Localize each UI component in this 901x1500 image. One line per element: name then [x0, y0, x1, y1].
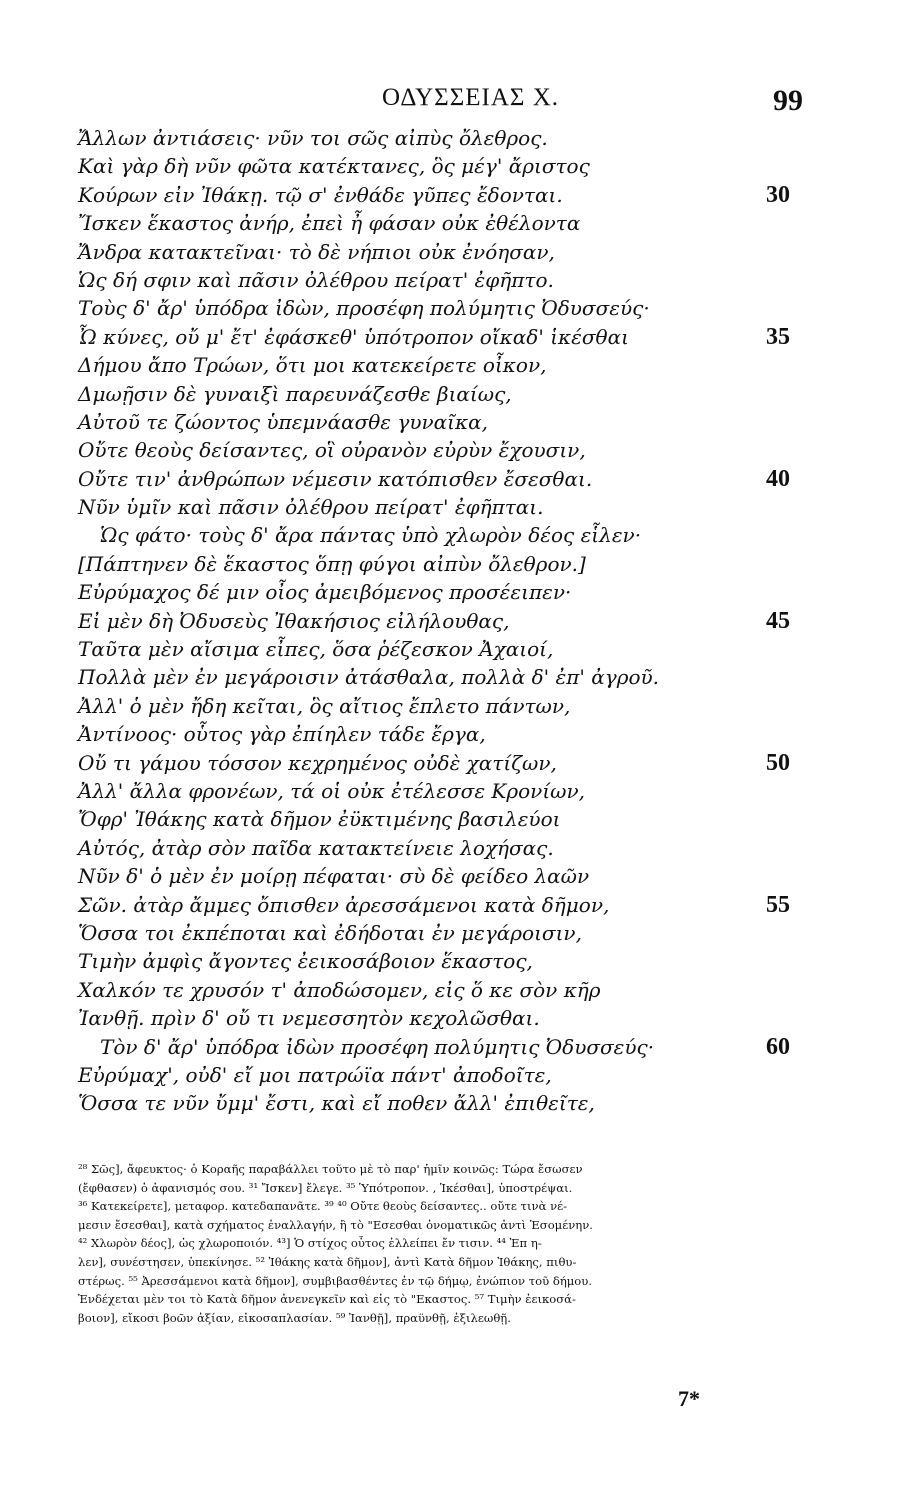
verse-block: [78, 124, 798, 1118]
verse-text: Ἀλλ' ἄλλα φρονέων, τά οἱ οὐκ ἐτέλεσσε Κρονίων,: [78, 778, 585, 803]
verse-line: [78, 465, 798, 493]
footnote-line: λεν], συνέστησεν, ὑπεκίνησε. ⁵² Ἰθάκης κατὰ δῆμον], ἀντὶ Κατὰ δῆμον Ἰθάκης, πιθυ-: [78, 1254, 577, 1269]
verse-line: [78, 663, 798, 691]
verse-line: [78, 777, 798, 805]
verse-line: [78, 152, 798, 180]
verse-line: [78, 436, 798, 464]
verse-line: [78, 238, 798, 266]
line-number: 30: [766, 181, 790, 208]
verse-line: [78, 1089, 798, 1117]
footnotes-block: [78, 1160, 798, 1327]
footnote-line: βοιον], εἴκοσι βοῶν ἀξίαν, εἰκοσαπλασίαν. ⁵⁹ Ἰανθῇ], πραϋνθῇ, ἐξιλεωθῇ.: [78, 1310, 511, 1325]
verse-text: Αὐτός, ἀτὰρ σὸν παῖδα κατακτείνειε λοχήσας.: [78, 835, 554, 860]
verse-text: Ἴσκεν ἕκαστος ἀνήρ, ἐπεὶ ἦ φάσαν οὐκ ἐθέλοντα: [78, 211, 581, 236]
verse-line: [78, 578, 798, 606]
verse-text: Ὡς δή σφιν καὶ πᾶσιν ὀλέθρου πείρατ' ἐφῆπτο.: [78, 267, 554, 292]
verse-text: Εἰ μὲν δὴ Ὀδυσεὺς Ἰθακήσιος εἰλήλουθας,: [78, 608, 510, 633]
verse-text: Πολλὰ μὲν ἐν μεγάροισιν ἀτάσθαλα, πολλὰ δ' ἐπ' ἀγροῦ.: [78, 665, 660, 690]
verse-text: Τὸν δ' ἄρ' ὑπόδρα ἰδὼν προσέφη πολύμητις Ὀδυσσεύς·: [100, 1034, 655, 1059]
footnote-line: στέρως. ⁵⁵ Ἀρεσσάμενοι κατὰ δῆμον], συμβιβασθέντες ἐν τῷ δήμῳ, ἐνώπιον τοῦ δήμου.: [78, 1273, 593, 1288]
verse-line: [78, 692, 798, 720]
verse-text: Κούρων εἰν Ἰθάκῃ. τῷ σ' ἐνθάδε γῦπες ἔδονται.: [78, 182, 563, 207]
footnote-line: ⁴² Χλωρὸν δέος], ὡς χλωροποιόν. ⁴³] Ὁ στίχος οὗτος ἐλλείπει ἔν τισιν. ⁴⁴ Ἐπ η-: [78, 1236, 542, 1251]
verse-text: Δήμου ἄπο Τρώων, ὅτι μοι κατεκείρετε οἶκον,: [78, 353, 547, 378]
verse-line: [78, 181, 798, 209]
footnote-line: ²⁸ Σῶς], ἄφευκτος· ὁ Κοραῆς παραβάλλει τοῦτο μὲ τὸ παρ' ἡμῖν κοινῶς: Τώρα ἔσωσεν: [78, 1162, 583, 1176]
verse-line: [78, 919, 798, 947]
verse-text: Ὅσσα τοι ἐκπέποται καὶ ἐδήδοται ἐν μεγάροισιν,: [78, 920, 582, 945]
verse-text: Ἄνδρα κατακτεῖναι· τὸ δὲ νήπιοι οὐκ ἐνόησαν,: [78, 239, 555, 264]
verse-line: [78, 1061, 798, 1089]
verse-line: [78, 749, 798, 777]
verse-text: Καὶ γὰρ δὴ νῦν φῶτα κατέκτανες, ὃς μέγ' ἄριστος: [78, 154, 590, 179]
verse-line: [78, 947, 798, 975]
running-head-title: ΟΔΥΣΣΕΙΑΣ Χ.: [381, 84, 560, 111]
verse-line: [78, 408, 798, 436]
footnote-line: Ἐνδέχεται μὲν τοι τὸ Κατὰ δῆμον ἀνενεγκεῖν καὶ εἰς τὸ "Εκαστος. ⁵⁷ Τιμὴν ἐεικοσά-: [78, 1292, 576, 1307]
verse-line: [78, 124, 798, 152]
verse-line: [78, 805, 798, 833]
verse-line: [78, 834, 798, 862]
verse-text: Νῦν δ' ὁ μὲν ἐν μοίρῃ πέφαται· σὺ δὲ φείδεο λαῶν: [78, 864, 590, 889]
verse-line: [78, 862, 798, 890]
verse-text: Σῶν. ἀτὰρ ἄμμες ὄπισθεν ἀρεσσάμενοι κατὰ δῆμον,: [78, 892, 610, 917]
verse-text: Εὐρύμαχος δέ μιν οἶος ἀμειβόμενος προσέειπεν·: [78, 580, 572, 605]
verse-text: Ὅσσα τε νῦν ὔμμ' ἔστι, καὶ εἴ ποθεν ἄλλ' ἐπιθεῖτε,: [78, 1091, 595, 1116]
printer-signature-mark: 7*: [678, 1386, 700, 1411]
verse-line: [78, 1004, 798, 1032]
line-number: 35: [766, 323, 790, 350]
verse-line: [78, 209, 798, 237]
verse-line: [78, 891, 798, 919]
verse-line: [78, 976, 798, 1004]
footnote-line: μεσιν ἔσεσθαι], κατὰ σχήματος ἐναλλαγήν, ἢ τὸ "Εσεσθαι ὀνοματικῶς ἀντὶ Ἐσομένην.: [78, 1217, 593, 1232]
verse-text: Ἄλλων ἀντιάσεις· νῦν τοι σῶς αἰπὺς ὄλεθρος.: [78, 126, 548, 150]
page-number: 99: [773, 84, 803, 117]
verse-text: Νῦν ὑμῖν καὶ πᾶσιν ὀλέθρου πείρατ' ἐφῆπται.: [78, 495, 544, 520]
verse-text: Οὔτε τιν' ἀνθρώπων νέμεσιν κατόπισθεν ἔσεσθαι.: [78, 466, 593, 491]
verse-text: Αὐτοῦ τε ζώοντος ὑπεμνάασθε γυναῖκα,: [78, 409, 488, 434]
verse-text: Τοὺς δ' ἄρ' ὑπόδρα ἰδὼν, προσέφη πολύμητις Ὀδυσσεύς·: [78, 296, 650, 321]
verse-text: Εὐρύμαχ', οὐδ' εἴ μοι πατρώϊα πάντ' ἀποδοῖτε,: [78, 1062, 552, 1087]
verse-text: Δμωῇσιν δὲ γυναιξὶ παρευνάζεσθε βιαίως,: [78, 381, 512, 406]
verse-line: [78, 294, 798, 322]
verse-text: Ταῦτα μὲν αἴσιμα εἶπες, ὅσα ῥέζεσκον Ἀχαιοί,: [78, 637, 554, 662]
verse-text: Οὔ τι γάμου τόσσον κεχρημένος οὐδὲ χατίζων,: [78, 750, 557, 775]
verse-line: [78, 607, 798, 635]
verse-line: [78, 720, 798, 748]
verse-text: [Πάπτηνεν δὲ ἕκαστος ὅπῃ φύγοι αἰπὺν ὄλεθρον.]: [78, 551, 586, 576]
verse-text: Ἀλλ' ὁ μὲν ἤδη κεῖται, ὃς αἴτιος ἔπλετο πάντων,: [78, 693, 571, 718]
verse-text: Ὡς φάτο· τοὺς δ' ἄρα πάντας ὑπὸ χλωρὸν δέος εἷλεν·: [100, 523, 642, 548]
verse-line: [78, 351, 798, 379]
verse-text: Τιμὴν ἀμφὶς ἄγοντες ἐεικοσάβοιον ἕκαστος,: [78, 949, 533, 974]
verse-line: [78, 323, 798, 351]
footnote-line: (ἔφθασεν) ὁ ἀφανισμός σου. ³¹ Ἴσκεν] ἔλεγε. ³⁵ Ὑπότροπον. , Ἱκέσθαι], ὑποστρέψαι.: [78, 1180, 573, 1195]
verse-text: Οὔτε θεοὺς δείσαντες, οἳ οὐρανὸν εὐρὺν ἔχουσιν,: [78, 438, 586, 463]
verse-line: [78, 635, 798, 663]
verse-text: Ἰανθῇ. πρὶν δ' οὔ τι νεμεσσητὸν κεχολῶσθαι.: [78, 1006, 540, 1031]
line-number: 40: [766, 465, 790, 492]
verse-line: [78, 380, 798, 408]
verse-line: [78, 493, 798, 521]
verse-text: Ὄφρ' Ἰθάκης κατὰ δῆμον ἐϋκτιμένης βασιλεύοι: [78, 807, 561, 832]
line-number: 50: [766, 749, 790, 776]
verse-text: Ἀντίνοος· οὗτος γὰρ ἐπίηλεν τάδε ἔργα,: [78, 722, 486, 747]
line-number: 55: [766, 891, 790, 918]
footnote-line: ³⁶ Κατεκείρετε], μεταφορ. κατεδαπανᾶτε. ³⁹ ⁴⁰ Οὔτε θεοὺς δείσαντες.. οὔτε τινὰ νέ-: [78, 1199, 568, 1214]
verse-text: Ὦ κύνες, οὔ μ' ἔτ' ἐφάσκεθ' ὑπότροπον οἴκαδ' ἱκέσθαι: [78, 324, 629, 349]
verse-line: [78, 521, 798, 549]
line-number: 45: [766, 607, 790, 634]
verse-line: [78, 550, 798, 578]
verse-line: [78, 266, 798, 294]
verse-text: Χαλκόν τε χρυσόν τ' ἀποδώσομεν, εἰς ὅ κε σὸν κῆρ: [78, 977, 601, 1002]
verse-line: [78, 1033, 798, 1061]
line-number: 60: [766, 1033, 790, 1060]
